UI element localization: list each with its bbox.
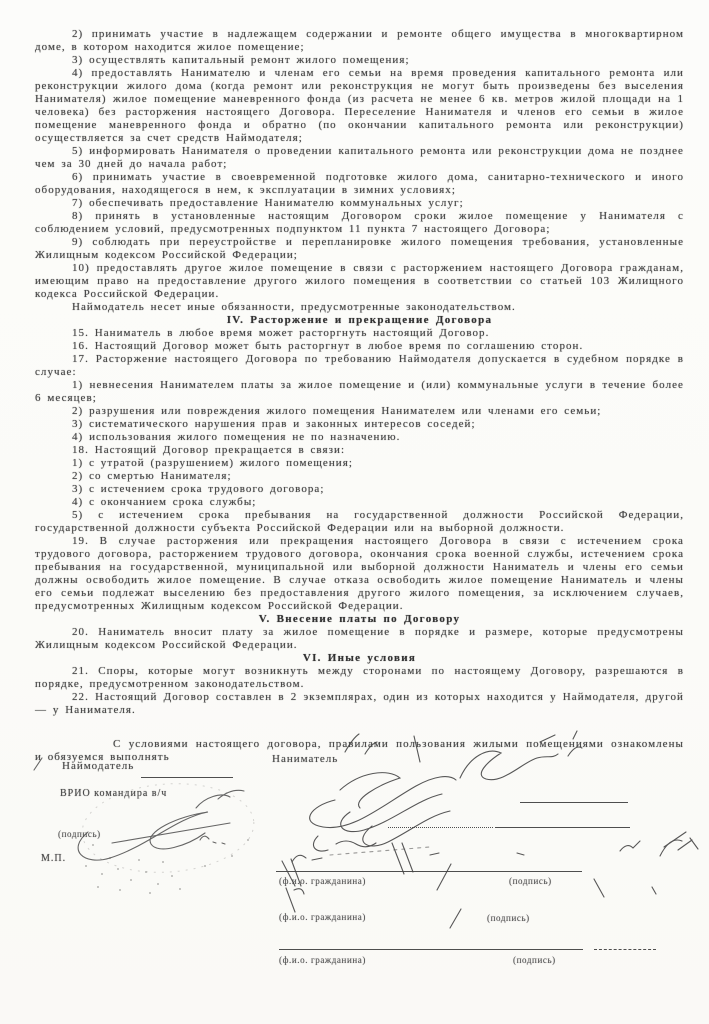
contract-clause: 4) предоставлять Нанимателю и членам его семьи на время проведения капитального ремонта или реконструкции жилого дома (когда ремонт или реконструкция не могут быть произведены без выселения Нанимателя) жилое помещение маневренного фонда (из расчета не менее 6 кв. метров жилой площади на 1 человека) без расторжения настоящего Договора. Переселение Нанимателя и членов его семьи в жилое помещение маневренного фонда и обратно (по окончании капитального ремонта или реконструкции) осуществляется за счет средств Наймодателя; <box>35 67 684 144</box>
landlord-title: ВРИО командира в/ч <box>60 788 168 799</box>
landlord-label: Наймодатель <box>62 760 135 772</box>
ack-row-name-caption: (ф.и.о. гражданина) <box>279 876 366 886</box>
contract-clause: 3) осуществлять капитальный ремонт жилого помещения; <box>72 54 410 66</box>
section-heading-vi: VI. Иные условия <box>302 652 417 664</box>
stamp-place-label: М.П. <box>41 853 67 864</box>
contract-clause: 19. В случае расторжения или прекращения настоящего Договора в связи с истечением срока трудового договора, расторжением трудового договора, окончания срока военной службы, истечением срока пребывания на государственной, муниципальной или выборной должности Наниматель и члены его семьи должны освободить жилое помещение. В случае отказа освободить жилое помещение Наниматель и члены его семьи подлежат выселению без предоставления другого жилого помещения, за исключением случаев, предусмотренных Жилищным кодексом Российской Федерации. <box>35 535 684 612</box>
acknowledgment-statement: С условиями настоящего договора, правилами пользования жилыми помещениями ознакомлены и обязуемся выполнять <box>35 738 684 763</box>
ack-row-name-caption: (ф.и.о. гражданина) <box>279 955 366 965</box>
contract-clause: 16. Настоящий Договор может быть расторгнут в любое время по соглашению сторон. <box>72 340 584 352</box>
contract-clause: 3) систематического нарушения прав и законных интересов соседей; <box>72 418 476 430</box>
contract-clause: 4) использования жилого помещения не по назначению. <box>72 431 401 443</box>
contract-clause: 1) с утратой (разрушением) жилого помещения; <box>72 457 353 469</box>
ack-row-name-caption: (ф.и.о. гражданина) <box>279 912 366 922</box>
ack-row-sign-caption: (подпись) <box>509 876 552 886</box>
contract-clause: 10) предоставлять другое жилое помещение в связи с расторжением настоящего Договора гражданам, имеющим право на предоставление другого жилого помещения в соответствии со статьей 103 Жилищного кодекса Российской Федерации. <box>35 262 684 300</box>
contract-clause: Наймодатель несет иные обязанности, предусмотренные законодательством. <box>72 301 516 313</box>
contract-clause: 15. Наниматель в любое время может расторгнуть настоящий Договор. <box>72 327 490 339</box>
contract-clause: 8) принять в установленные настоящим Договором сроки жилое помещение у Нанимателя с соблюдением условий, предусмотренных подпунктом 11 пункта 7 настоящего Договора; <box>35 210 684 235</box>
contract-clause: 2) разрушения или повреждения жилого помещения Нанимателем или членами его семьи; <box>72 405 602 417</box>
contract-clause: 6) принимать участие в своевременной подготовке жилого дома, санитарно-технического и иного оборудования, находящегося в нем, к эксплуатации в зимних условиях; <box>35 171 684 196</box>
contract-clause: 2) со смертью Нанимателя; <box>72 470 232 482</box>
landlord-sign-caption: (подпись) <box>58 829 101 839</box>
contract-clause: 3) с истечением срока трудового договора; <box>72 483 325 495</box>
contract-clause: 4) с окончанием срока службы; <box>72 496 257 508</box>
tenant-label: Наниматель <box>272 753 339 765</box>
contract-clause: 17. Расторжение настоящего Договора по требованию Наймодателя допускается в судебном порядке в случае: <box>35 353 684 378</box>
contract-clause: 1) невнесения Нанимателем платы за жилое помещение и (или) коммунальные услуги в течение более 6 месяцев; <box>35 379 684 404</box>
section-heading-v: V. Внесение платы по Договору <box>258 613 461 625</box>
ack-row-sign-caption: (подпись) <box>487 913 530 923</box>
section-heading-iv: IV. Расторжение и прекращение Договора <box>226 314 493 326</box>
contract-clause: 5) с истечением срока пребывания на государственной должности Российской Федерации, государственной должности субъекта Российской Федерации или на выборной должности. <box>35 509 684 534</box>
contract-clause: 20. Наниматель вносит плату за жилое помещение в порядке и размере, которые предусмотрены Жилищным кодексом Российской Федерации. <box>35 626 684 651</box>
contract-clause: 21. Споры, которые могут возникнуть между сторонами по настоящему Договору, разрешаются в порядке, предусмотренном законодательством. <box>35 665 684 690</box>
contract-clause: 18. Настоящий Договор прекращается в связи: <box>72 444 346 456</box>
ack-row-sign-caption: (подпись) <box>513 955 556 965</box>
contract-clause: 22. Настоящий Договор составлен в 2 экземплярах, один из которых находится у Наймодателя, другой — у Нанимателя. <box>35 691 684 716</box>
contract-clause: 7) обеспечивать предоставление Нанимателю коммунальных услуг; <box>72 197 464 209</box>
contract-clause: 2) принимать участие в надлежащем содержании и ремонте общего имущества в многоквартирном доме, в котором находится жилое помещение; <box>35 28 684 53</box>
contract-clause: 9) соблюдать при переустройстве и перепланировке жилого помещения требования, установленные Жилищным кодексом Российской Федерации; <box>35 236 684 261</box>
contract-clause: 5) информировать Нанимателя о проведении капитального ремонта или реконструкции дома не позднее чем за 30 дней до начала работ; <box>35 145 684 170</box>
